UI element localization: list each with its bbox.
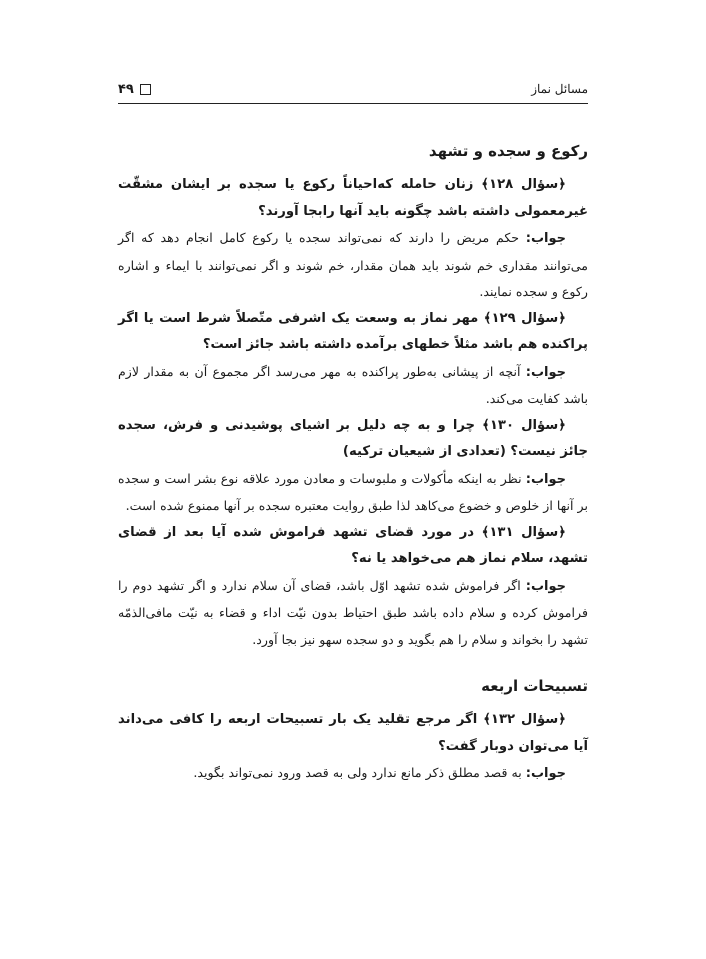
- question-128: ﴿سؤال ۱۲۸﴾ زنان حامله که‌احیاناً رکوع یا سجده بر ایشان مشقّت غیرمعمولی داشته باشد چگونه باید آنها رابجا آورند؟: [118, 177, 588, 219]
- header-rule: [118, 103, 588, 104]
- question-131: ﴿سؤال ۱۳۱﴾ در مورد قضای تشهد فراموش شده آیا بعد از قضای تشهد، سلام نماز هم می‌خواهد یا نه؟: [118, 524, 588, 566]
- page-content: [118, 138, 588, 788]
- section-title: رکوع و سجده و تشهد: [428, 142, 588, 160]
- page-number: ۴۹: [118, 81, 134, 97]
- question-132: ﴿سؤال ۱۳۲﴾ اگر مرجع تقلید یک بار تسبیحات اربعه را کافی می‌داند آیا می‌توان دوبار گفت؟: [118, 712, 588, 754]
- answer-text: حکم مریض را دارند که نمی‌تواند سجده یا رکوع کامل انجام دهد که اگر می‌توانند مقداری خم شوند باید همان مقدار، خم شوند و اگر نمی‌توانند با ایماء و اشاره رکوع و سجده نمایند.: [118, 230, 588, 299]
- answer-text: آنچه از پیشانی به‌طور پراکنده به مهر می‌رسد اگر مجموع آن به مقدار لازم باشد کفایت می‌کند.: [118, 363, 588, 406]
- answer-label: جواب:: [525, 578, 566, 594]
- answer-130: [118, 466, 588, 520]
- answer-text: نظر به اینکه مأکولات و ملبوسات و معادن مورد علاقه نوع بشر است و سجده بر آنها از خلوص و خضوع می‌کاهد لذا طبق روایت معتبره سجده بر آنها ممنوع شده است.: [118, 470, 588, 513]
- book-title: مسائل نماز: [531, 82, 588, 96]
- answer-label: جواب:: [525, 471, 566, 487]
- answer-text: به قصد مطلق ذکر مانع ندارد ولی به قصد ورود نمی‌تواند بگوید.: [193, 765, 526, 780]
- section-title: تسبیحات اربعه: [481, 677, 588, 695]
- answer-text: اگر فراموش شده تشهد اوّل باشد، قضای آن سلام ندارد و اگر تشهد دوم را فراموش کرده و سلام داده باشد طبق احتیاط بدون نیّت اداء و قضاء به نیّت مافی‌الذمّه تشهد را بخواند و سلام را هم بگوید و دو سجده سهو نیز بجا آورد.: [118, 577, 588, 647]
- answer-128: [118, 225, 588, 306]
- answer-label: جواب:: [525, 766, 566, 781]
- answer-label: جواب:: [525, 364, 566, 380]
- answer-131: [118, 573, 588, 654]
- question-129: ﴿سؤال ۱۲۹﴾ مهر نماز به وسعت یک اشرفی متّصلاً شرط است یا اگر پراکنده هم باشد مثلاً خطهای برآمده داشته باشد جائز است؟: [118, 310, 588, 352]
- page-header: [118, 78, 588, 100]
- page-number-group: [118, 82, 151, 97]
- answer-129: [118, 359, 588, 413]
- answer-label: جواب:: [525, 231, 566, 246]
- question-130: ﴿سؤال ۱۳۰﴾ چرا و به چه دلیل بر اشیای پوشیدنی و فرش، سجده جائز نیست؟ (تعدادی از شیعیان ترکیه): [118, 417, 588, 459]
- answer-132: [118, 760, 588, 788]
- square-ornament-icon: [140, 84, 151, 95]
